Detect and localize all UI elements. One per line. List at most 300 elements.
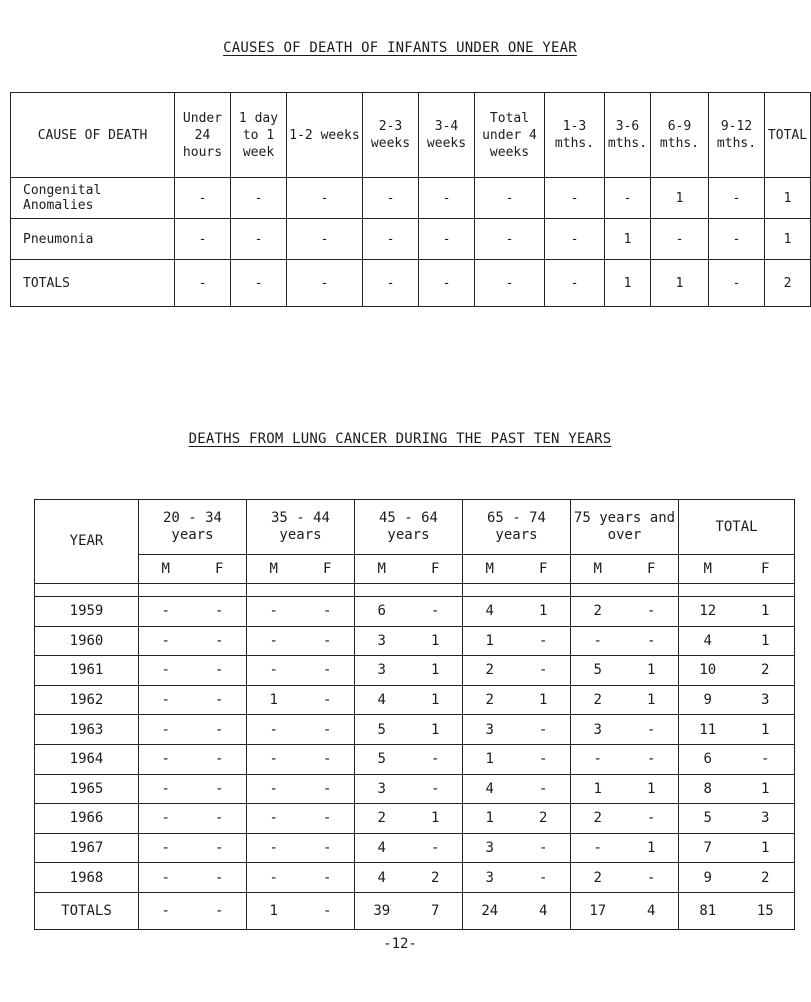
male-value: 2 bbox=[593, 810, 602, 827]
age-group-header: 65 - 74 years bbox=[463, 500, 571, 555]
year-cell: 1965 bbox=[35, 774, 139, 804]
total-value: 2 bbox=[765, 260, 811, 307]
lung-cancer-title: DEATHS FROM LUNG CANCER DURING THE PAST TEN YEARS bbox=[188, 431, 612, 447]
year-row bbox=[35, 715, 795, 745]
female-value: - bbox=[431, 751, 440, 768]
male-value: 4 bbox=[377, 692, 386, 709]
header-cell: Under 24 hours bbox=[175, 93, 231, 178]
female-value: 1 bbox=[647, 840, 656, 857]
female-value: - bbox=[323, 662, 332, 679]
total-value: - bbox=[231, 260, 287, 307]
female-total: - bbox=[323, 902, 332, 919]
header-cell: 3-6 mths. bbox=[605, 93, 651, 178]
female-value: - bbox=[215, 869, 224, 886]
male-value: - bbox=[269, 869, 278, 886]
male-value: - bbox=[269, 840, 278, 857]
female-value: - bbox=[539, 721, 548, 738]
mf-cell bbox=[571, 656, 679, 686]
female-value: 1 bbox=[539, 692, 548, 709]
male-value: 3 bbox=[377, 780, 386, 797]
female-value: - bbox=[431, 603, 440, 620]
male-value: 9 bbox=[703, 869, 712, 886]
male-value: - bbox=[593, 840, 602, 857]
year-cell: 1966 bbox=[35, 804, 139, 834]
mf-cell bbox=[679, 774, 795, 804]
male-value: 3 bbox=[377, 632, 386, 649]
female-value: - bbox=[215, 662, 224, 679]
mf-cell bbox=[355, 656, 463, 686]
mf-cell bbox=[355, 774, 463, 804]
male-value: 3 bbox=[593, 721, 602, 738]
year-cell: 1962 bbox=[35, 685, 139, 715]
total-value: 1 bbox=[605, 260, 651, 307]
mf-cell bbox=[571, 863, 679, 893]
female-label: F bbox=[215, 560, 224, 577]
female-value: 1 bbox=[539, 603, 548, 620]
mf-cell bbox=[355, 863, 463, 893]
female-value: - bbox=[539, 780, 548, 797]
male-value: 5 bbox=[377, 751, 386, 768]
male-label: M bbox=[377, 560, 386, 577]
female-value: - bbox=[215, 632, 224, 649]
male-value: 6 bbox=[703, 751, 712, 768]
male-value: - bbox=[161, 603, 170, 620]
male-total: 81 bbox=[699, 902, 717, 919]
mf-cell bbox=[139, 626, 247, 656]
male-value: 4 bbox=[377, 869, 386, 886]
total-value: 1 bbox=[651, 260, 709, 307]
male-value: - bbox=[161, 721, 170, 738]
totals-row bbox=[35, 892, 795, 929]
cell-value: 1 bbox=[605, 219, 651, 260]
mf-total-cell bbox=[571, 892, 679, 929]
total-value: - bbox=[475, 260, 545, 307]
female-value: 1 bbox=[761, 840, 770, 857]
male-value: 5 bbox=[377, 721, 386, 738]
mf-cell bbox=[139, 597, 247, 627]
female-value: 2 bbox=[431, 869, 440, 886]
female-total: 7 bbox=[431, 902, 440, 919]
female-value: - bbox=[323, 751, 332, 768]
male-value: - bbox=[161, 692, 170, 709]
mf-cell bbox=[247, 685, 355, 715]
male-value: - bbox=[161, 869, 170, 886]
spacer-cell bbox=[463, 584, 571, 597]
female-value: - bbox=[647, 751, 656, 768]
male-value: 7 bbox=[703, 840, 712, 857]
cell-value: - bbox=[419, 219, 475, 260]
male-value: 5 bbox=[593, 662, 602, 679]
cell-value: 1 bbox=[765, 219, 811, 260]
year-cell: 1967 bbox=[35, 833, 139, 863]
male-value: 2 bbox=[485, 692, 494, 709]
mf-cell bbox=[247, 863, 355, 893]
cell-value: - bbox=[709, 178, 765, 219]
spacer-cell bbox=[139, 584, 247, 597]
male-value: 12 bbox=[699, 603, 717, 620]
female-value: - bbox=[323, 603, 332, 620]
mf-cell bbox=[247, 715, 355, 745]
mf-total-cell bbox=[679, 892, 795, 929]
female-total: 4 bbox=[647, 902, 656, 919]
mf-cell bbox=[463, 685, 571, 715]
mf-cell bbox=[571, 833, 679, 863]
mf-total-cell bbox=[247, 892, 355, 929]
male-value: - bbox=[269, 810, 278, 827]
mf-cell bbox=[679, 744, 795, 774]
female-total: 4 bbox=[539, 902, 548, 919]
spacer-cell bbox=[571, 584, 679, 597]
year-cell: 1968 bbox=[35, 863, 139, 893]
year-cell: 1960 bbox=[35, 626, 139, 656]
lung-cancer-table bbox=[34, 499, 795, 930]
female-value: - bbox=[647, 721, 656, 738]
year-row bbox=[35, 597, 795, 627]
female-value: - bbox=[215, 840, 224, 857]
female-label: F bbox=[539, 560, 548, 577]
mf-cell bbox=[247, 626, 355, 656]
male-value: 4 bbox=[485, 780, 494, 797]
female-value: 2 bbox=[539, 810, 548, 827]
header-cell: 1-2 weeks bbox=[287, 93, 363, 178]
female-value: - bbox=[647, 869, 656, 886]
totals-row bbox=[11, 260, 811, 307]
male-value: 1 bbox=[485, 751, 494, 768]
cause-row bbox=[11, 178, 811, 219]
header-cell: CAUSE OF DEATH bbox=[11, 93, 175, 178]
female-label: F bbox=[431, 560, 440, 577]
sex-header-row bbox=[35, 555, 795, 584]
female-value: - bbox=[215, 692, 224, 709]
spacer-cell bbox=[355, 584, 463, 597]
male-total: 39 bbox=[373, 902, 391, 919]
female-value: 2 bbox=[761, 662, 770, 679]
female-value: - bbox=[323, 810, 332, 827]
female-value: - bbox=[539, 632, 548, 649]
cell-value: - bbox=[605, 178, 651, 219]
mf-cell bbox=[571, 774, 679, 804]
female-value: - bbox=[431, 840, 440, 857]
female-value: 1 bbox=[647, 692, 656, 709]
mf-cell bbox=[139, 656, 247, 686]
male-label: M bbox=[593, 560, 602, 577]
female-value: - bbox=[323, 780, 332, 797]
header-cell: 2-3 weeks bbox=[363, 93, 419, 178]
male-label: M bbox=[161, 560, 170, 577]
male-value: - bbox=[161, 662, 170, 679]
female-value: 1 bbox=[431, 662, 440, 679]
mf-cell bbox=[463, 833, 571, 863]
cell-value: - bbox=[475, 178, 545, 219]
female-value: 1 bbox=[761, 603, 770, 620]
age-group-header: 20 - 34 years bbox=[139, 500, 247, 555]
female-value: - bbox=[215, 603, 224, 620]
year-cell: 1961 bbox=[35, 656, 139, 686]
header-cell: TOTAL bbox=[765, 93, 811, 178]
header-cell: 9-12 mths. bbox=[709, 93, 765, 178]
male-value: 3 bbox=[485, 721, 494, 738]
male-total: 24 bbox=[481, 902, 499, 919]
female-value: - bbox=[323, 840, 332, 857]
mf-total-cell bbox=[139, 892, 247, 929]
male-value: - bbox=[269, 780, 278, 797]
mf-cell bbox=[247, 833, 355, 863]
cell-value: - bbox=[231, 219, 287, 260]
male-value: 2 bbox=[593, 692, 602, 709]
female-value: - bbox=[539, 751, 548, 768]
mf-cell bbox=[679, 833, 795, 863]
mf-cell bbox=[463, 774, 571, 804]
cause-row bbox=[11, 219, 811, 260]
header-row bbox=[11, 93, 811, 178]
male-value: - bbox=[161, 810, 170, 827]
total-value: - bbox=[709, 260, 765, 307]
male-value: - bbox=[269, 662, 278, 679]
mf-cell bbox=[247, 804, 355, 834]
male-value: 4 bbox=[703, 632, 712, 649]
year-header: YEAR bbox=[35, 500, 139, 584]
female-value: - bbox=[431, 780, 440, 797]
male-value: - bbox=[161, 751, 170, 768]
mf-cell bbox=[463, 626, 571, 656]
male-value: 2 bbox=[593, 869, 602, 886]
year-row bbox=[35, 774, 795, 804]
year-cell: 1959 bbox=[35, 597, 139, 627]
mf-cell bbox=[679, 597, 795, 627]
cell-value: - bbox=[287, 219, 363, 260]
total-header: TOTAL bbox=[679, 500, 795, 555]
spacer-cell bbox=[35, 584, 139, 597]
sex-header bbox=[679, 555, 795, 584]
female-label: F bbox=[761, 560, 770, 577]
mf-cell bbox=[247, 744, 355, 774]
mf-cell bbox=[139, 833, 247, 863]
mf-cell bbox=[139, 715, 247, 745]
mf-cell bbox=[247, 656, 355, 686]
cell-value: 1 bbox=[651, 178, 709, 219]
female-value: - bbox=[539, 662, 548, 679]
female-value: - bbox=[647, 603, 656, 620]
header-cell: 6-9 mths. bbox=[651, 93, 709, 178]
mf-cell bbox=[571, 626, 679, 656]
cell-value: - bbox=[651, 219, 709, 260]
cell-value: - bbox=[175, 178, 231, 219]
female-value: - bbox=[539, 869, 548, 886]
mf-cell bbox=[139, 774, 247, 804]
cell-value: 1 bbox=[765, 178, 811, 219]
female-value: 3 bbox=[761, 810, 770, 827]
male-value: 2 bbox=[377, 810, 386, 827]
sex-header bbox=[571, 555, 679, 584]
cell-value: - bbox=[545, 219, 605, 260]
cell-value: - bbox=[419, 178, 475, 219]
mf-cell bbox=[355, 804, 463, 834]
female-label: F bbox=[647, 560, 656, 577]
total-value: - bbox=[363, 260, 419, 307]
male-label: M bbox=[269, 560, 278, 577]
female-label: F bbox=[323, 560, 332, 577]
mf-cell bbox=[571, 715, 679, 745]
male-value: 2 bbox=[593, 603, 602, 620]
year-row bbox=[35, 656, 795, 686]
male-label: M bbox=[703, 560, 712, 577]
female-value: - bbox=[539, 840, 548, 857]
female-value: 3 bbox=[761, 692, 770, 709]
mf-cell bbox=[355, 626, 463, 656]
mf-cell bbox=[355, 685, 463, 715]
male-total: - bbox=[161, 902, 170, 919]
cell-value: - bbox=[545, 178, 605, 219]
header-cell: Total under 4 weeks bbox=[475, 93, 545, 178]
year-row bbox=[35, 833, 795, 863]
mf-cell bbox=[463, 744, 571, 774]
male-value: 4 bbox=[377, 840, 386, 857]
infant-deaths-table bbox=[10, 92, 811, 307]
cell-value: - bbox=[287, 178, 363, 219]
male-value: 1 bbox=[593, 780, 602, 797]
sex-header bbox=[247, 555, 355, 584]
male-value: 10 bbox=[699, 662, 717, 679]
female-value: - bbox=[215, 751, 224, 768]
male-total: 17 bbox=[589, 902, 607, 919]
year-cell: 1963 bbox=[35, 715, 139, 745]
cell-value: - bbox=[475, 219, 545, 260]
female-value: 1 bbox=[431, 692, 440, 709]
female-value: 1 bbox=[761, 632, 770, 649]
year-row bbox=[35, 863, 795, 893]
header-cell: 1-3 mths. bbox=[545, 93, 605, 178]
male-value: - bbox=[161, 840, 170, 857]
infant-deaths-title: CAUSES OF DEATH OF INFANTS UNDER ONE YEAR bbox=[223, 40, 577, 56]
female-value: - bbox=[215, 810, 224, 827]
mf-cell bbox=[355, 833, 463, 863]
year-cell: 1964 bbox=[35, 744, 139, 774]
mf-cell bbox=[679, 863, 795, 893]
male-value: 5 bbox=[703, 810, 712, 827]
mf-cell bbox=[679, 804, 795, 834]
total-value: - bbox=[287, 260, 363, 307]
female-value: 1 bbox=[761, 780, 770, 797]
female-value: - bbox=[323, 692, 332, 709]
mf-cell bbox=[463, 597, 571, 627]
total-value: - bbox=[175, 260, 231, 307]
total-value: - bbox=[545, 260, 605, 307]
female-value: 2 bbox=[761, 869, 770, 886]
mf-cell bbox=[679, 715, 795, 745]
male-value: - bbox=[269, 632, 278, 649]
total-value: - bbox=[419, 260, 475, 307]
sex-header bbox=[139, 555, 247, 584]
male-total: 1 bbox=[269, 902, 278, 919]
mf-cell bbox=[139, 685, 247, 715]
mf-cell bbox=[679, 626, 795, 656]
female-value: - bbox=[323, 721, 332, 738]
female-value: - bbox=[647, 810, 656, 827]
mf-cell bbox=[355, 597, 463, 627]
cell-value: - bbox=[709, 219, 765, 260]
cause-label: Pneumonia bbox=[11, 219, 175, 260]
age-group-header-row bbox=[35, 500, 795, 555]
male-value: 2 bbox=[485, 662, 494, 679]
mf-cell bbox=[139, 744, 247, 774]
mf-cell bbox=[463, 863, 571, 893]
cell-value: - bbox=[231, 178, 287, 219]
year-row bbox=[35, 685, 795, 715]
age-group-header: 75 years and over bbox=[571, 500, 679, 555]
mf-cell bbox=[463, 715, 571, 745]
female-value: - bbox=[323, 632, 332, 649]
totals-label: TOTALS bbox=[11, 260, 175, 307]
mf-cell bbox=[571, 685, 679, 715]
sex-header bbox=[463, 555, 571, 584]
mf-cell bbox=[463, 656, 571, 686]
female-value: 1 bbox=[647, 780, 656, 797]
mf-cell bbox=[247, 774, 355, 804]
male-value: - bbox=[269, 751, 278, 768]
female-value: 1 bbox=[431, 810, 440, 827]
mf-total-cell bbox=[463, 892, 571, 929]
page-number: -12- bbox=[383, 936, 417, 952]
cell-value: - bbox=[363, 178, 419, 219]
male-value: 6 bbox=[377, 603, 386, 620]
male-value: - bbox=[269, 721, 278, 738]
mf-cell bbox=[571, 744, 679, 774]
mf-cell bbox=[139, 863, 247, 893]
mf-cell bbox=[463, 804, 571, 834]
female-total: 15 bbox=[756, 902, 774, 919]
male-value: - bbox=[269, 603, 278, 620]
male-value: - bbox=[161, 780, 170, 797]
cause-label: Congenital Anomalies bbox=[11, 178, 175, 219]
header-cell: 1 day to 1 week bbox=[231, 93, 287, 178]
sex-header bbox=[355, 555, 463, 584]
age-group-header: 45 - 64 years bbox=[355, 500, 463, 555]
mf-cell bbox=[679, 685, 795, 715]
age-group-header: 35 - 44 years bbox=[247, 500, 355, 555]
male-value: 1 bbox=[269, 692, 278, 709]
male-value: 9 bbox=[703, 692, 712, 709]
mf-cell bbox=[571, 804, 679, 834]
spacer-cell bbox=[247, 584, 355, 597]
mf-cell bbox=[679, 656, 795, 686]
year-row bbox=[35, 744, 795, 774]
mf-cell bbox=[247, 597, 355, 627]
female-total: - bbox=[215, 902, 224, 919]
spacer-row bbox=[35, 584, 795, 597]
male-value: 3 bbox=[377, 662, 386, 679]
female-value: - bbox=[647, 632, 656, 649]
male-value: 1 bbox=[485, 632, 494, 649]
female-value: 1 bbox=[431, 721, 440, 738]
male-value: 1 bbox=[485, 810, 494, 827]
male-value: - bbox=[161, 632, 170, 649]
female-value: 1 bbox=[647, 662, 656, 679]
header-cell: 3-4 weeks bbox=[419, 93, 475, 178]
male-value: 3 bbox=[485, 840, 494, 857]
mf-cell bbox=[355, 715, 463, 745]
female-value: - bbox=[761, 751, 770, 768]
mf-cell bbox=[139, 804, 247, 834]
female-value: 1 bbox=[761, 721, 770, 738]
female-value: - bbox=[215, 721, 224, 738]
cell-value: - bbox=[175, 219, 231, 260]
mf-cell bbox=[571, 597, 679, 627]
mf-total-cell bbox=[355, 892, 463, 929]
male-value: 8 bbox=[703, 780, 712, 797]
male-value: - bbox=[593, 751, 602, 768]
totals-label: TOTALS bbox=[35, 892, 139, 929]
male-value: 11 bbox=[699, 721, 717, 738]
